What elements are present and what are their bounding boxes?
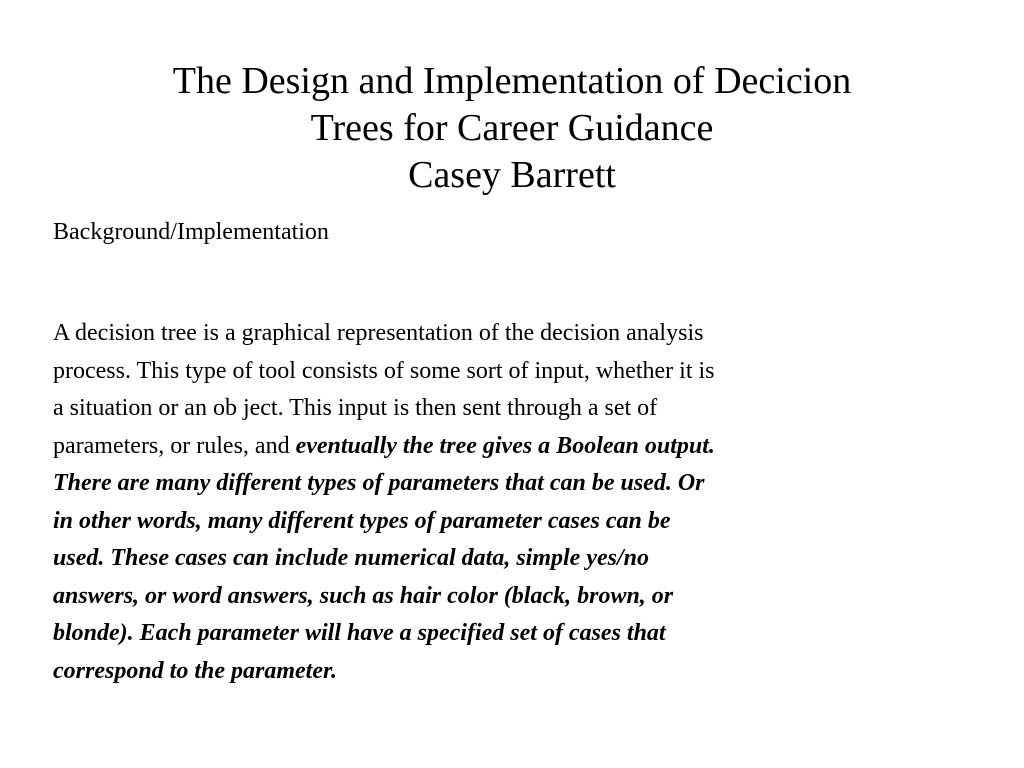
body-emph-line-5: blonde). Each parameter will have a specified set of cases that	[53, 620, 666, 646]
body-line-3: a situation or an ob ject. This input is then sent through a set of	[53, 395, 658, 421]
body-line-4-emphasis: eventually the tree gives a Boolean output.	[295, 432, 715, 459]
body-line-4-plain: parameters, or rules, and	[53, 432, 296, 459]
title-line-1: The Design and Implementation of Decicion	[172, 60, 852, 102]
body-paragraph	[53, 315, 953, 690]
title-line-2: Trees for Career Guidance	[310, 107, 714, 149]
body-line-1: A decision tree is a graphical representation of the decision analysis	[53, 320, 704, 346]
author-name: Casey Barrett	[408, 154, 616, 196]
body-emph-line-6: correspond to the parameter.	[53, 657, 338, 684]
body-emph-line-2: in other words, many different types of parameter cases can be	[53, 507, 671, 534]
body-line-4	[53, 428, 953, 466]
body-emph-line-1: There are many different types of parameters that can be used. Or	[53, 470, 705, 496]
body-emph-line-4: answers, or word answers, such as hair color (black, brown, or	[53, 582, 674, 609]
section-heading: Background/Implementation	[53, 219, 329, 245]
body-emph-line-3: used. These cases can include numerical data, simple yes/no	[53, 545, 649, 571]
body-line-2: process. This type of tool consists of some sort of input, whether it is	[53, 357, 715, 384]
slide-title	[40, 58, 984, 199]
